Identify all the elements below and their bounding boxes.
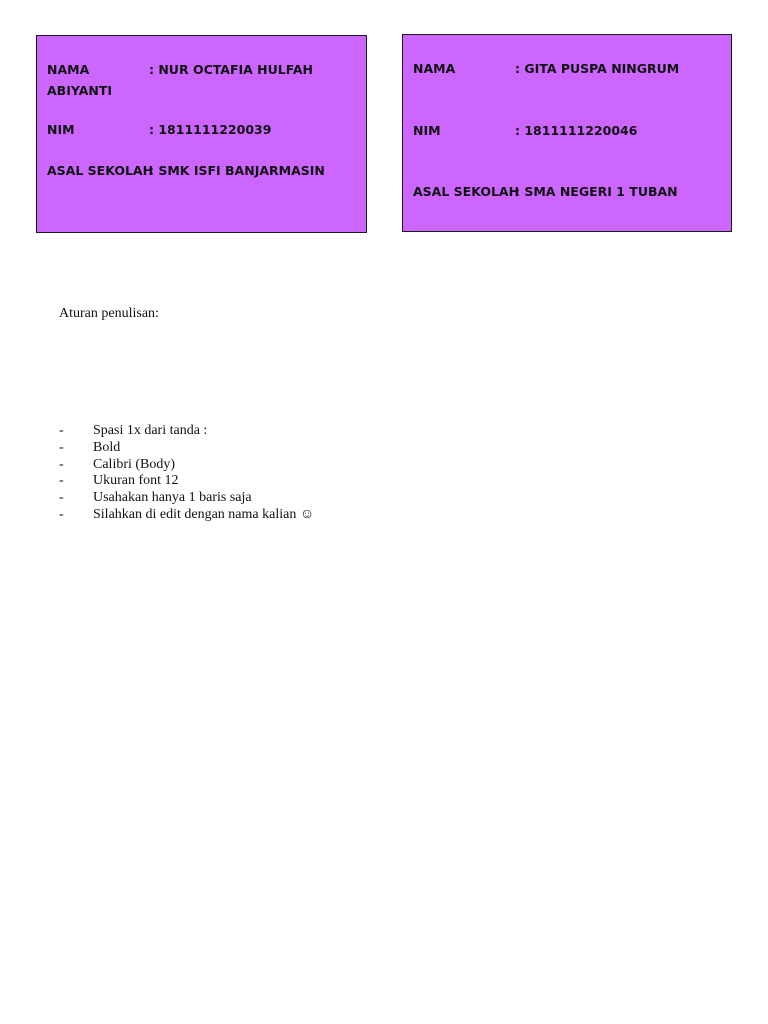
bullet-dash: - (59, 490, 64, 506)
sekolah-value: : SMK ISFI BANJARMASIN (149, 163, 325, 178)
nama-label: NAMA (413, 61, 456, 76)
list-item (59, 423, 314, 440)
list-item-text: Silahkan di edit dengan nama kalian ☺ (93, 506, 315, 522)
nama-label: NAMA (47, 62, 90, 77)
list-item-text: Calibri (Body) (93, 456, 176, 472)
rules-heading: Aturan penulisan: (59, 306, 159, 321)
sekolah-row (413, 184, 678, 199)
bullet-dash: - (59, 473, 64, 489)
nama-value-continued: ABIYANTI (47, 83, 113, 98)
nama-row (413, 61, 679, 76)
list-item (59, 457, 314, 474)
nama-value: : NUR OCTAFIA HULFAH (149, 62, 314, 77)
list-item (59, 440, 314, 457)
nama-value: : GITA PUSPA NINGRUM (515, 61, 680, 76)
list-item-text: Usahakan hanya 1 baris saja (93, 490, 252, 506)
sekolah-label: ASAL SEKOLAH (413, 184, 520, 199)
sekolah-row (47, 163, 325, 178)
nim-row (413, 123, 637, 138)
list-item (59, 507, 314, 524)
nim-value: : 1811111220046 (515, 123, 638, 138)
list-item (59, 473, 314, 490)
student-card-right (402, 34, 732, 232)
student-card-left (36, 35, 367, 233)
nama-row (47, 62, 313, 77)
sekolah-value: : SMA NEGERI 1 TUBAN (515, 184, 678, 199)
sekolah-label: ASAL SEKOLAH (47, 163, 154, 178)
bullet-dash: - (59, 439, 64, 455)
rules-list (59, 423, 314, 524)
nim-value: : 1811111220039 (149, 122, 272, 137)
nim-label: NIM (413, 123, 441, 138)
list-item-text: Bold (93, 439, 121, 455)
bullet-dash: - (59, 456, 64, 472)
bullet-dash: - (59, 423, 64, 438)
nim-label: NIM (47, 122, 75, 137)
list-item-text: Ukuran font 12 (93, 473, 179, 489)
bullet-dash: - (59, 506, 64, 522)
list-item (59, 490, 314, 507)
nim-row (47, 122, 271, 137)
list-item-text: Spasi 1x dari tanda : (93, 423, 208, 438)
